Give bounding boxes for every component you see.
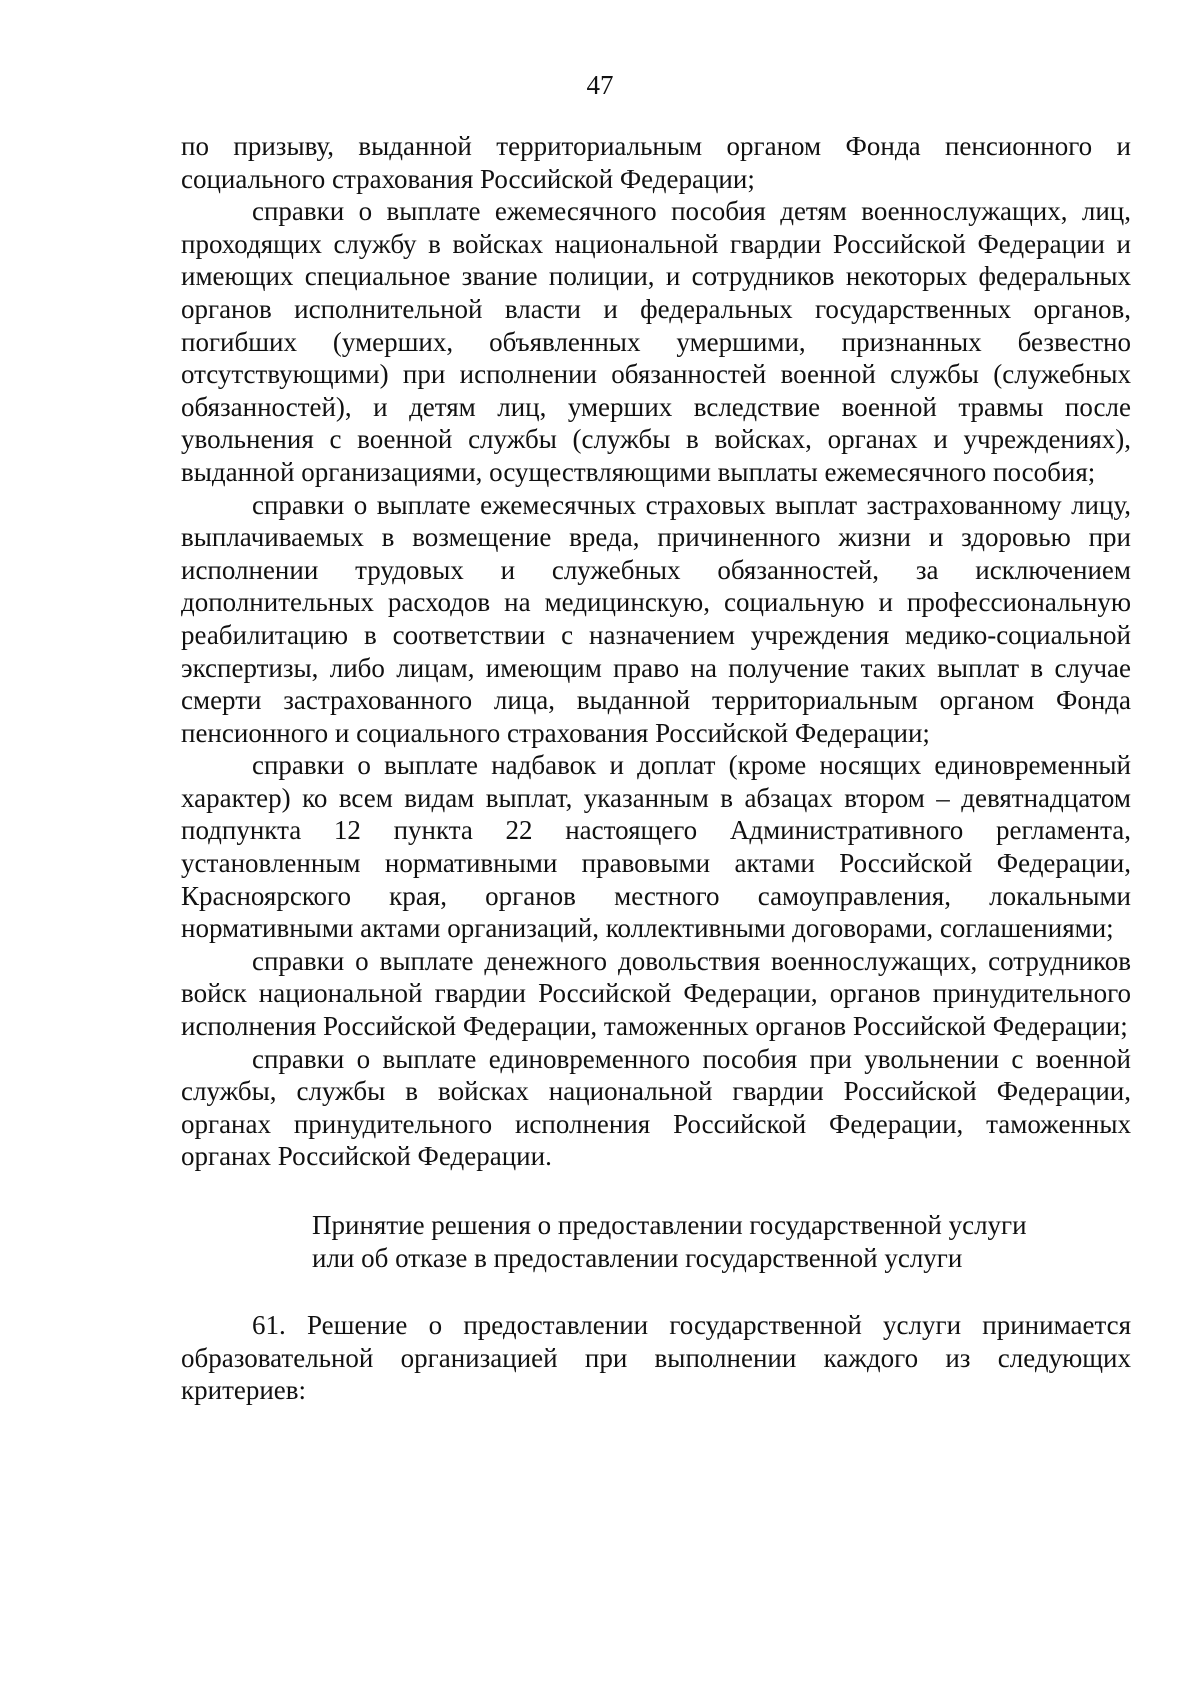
paragraph-certificate-insurance-payments: справки о выплате ежемесячных страховых выплат застрахованному лицу, выплачиваемых в возмещение вреда, причиненного жизни и здоровью при исполнении трудовых и служебных обязанностей, за исключением дополнительных расходов на медицинскую, социальную и профессиональную реабилитацию в соответствии с назначением учреждения медико-социальной экспертизы, либо лицам, имеющим право на получение таких выплат в случае смерти застрахованного лица, выданной территориальным органом Фонда пенсионного и социального страхования Российской Федерации; bbox=[181, 489, 1131, 748]
section-heading bbox=[181, 1209, 1131, 1275]
paragraph-certificate-monetary-allowance: справки о выплате денежного довольствия военнослужащих, сотрудников войск национальной гвардии Российской Федерации, органов принудительного исполнения Российской Федерации, таможенных органов Российской Федерации; bbox=[181, 945, 1131, 1042]
section-heading-line-1: Принятие решения о предоставлении государственной услуги bbox=[312, 1210, 1027, 1240]
document-body bbox=[181, 130, 1131, 1407]
paragraph-continuation: по призыву, выданной территориальным органом Фонда пенсионного и социального страхования Российской Федерации; bbox=[181, 131, 1131, 194]
paragraph-certificate-lump-sum: справки о выплате единовременного пособия при увольнении с военной службы, службы в войсках национальной гвардии Российской Федерации, органах принудительного исполнения Российской Федерации, таможенных органах Российской Федерации. bbox=[181, 1043, 1131, 1172]
paragraph-item-61: 61. Решение о предоставлении государственной услуги принимается образовательной организацией при выполнении каждого из следующих критериев: bbox=[181, 1310, 1131, 1406]
paragraph-certificate-bonuses: справки о выплате надбавок и доплат (кроме носящих единовременный характер) ко всем видам выплат, указанным в абзацах втором – девятнадцатом подпункта 12 пункта 22 настоящего Административного регламента, установленным нормативными правовыми актами Российской Федерации, Красноярского края, органов местного самоуправления, локальными нормативными актами организаций, коллективными договорами, соглашениями; bbox=[181, 750, 1131, 944]
paragraph-certificate-child-allowance: справки о выплате ежемесячного пособия детям военнослужащих, лиц, проходящих службу в войсках национальной гвардии Российской Федерации и имеющих специальное звание полиции, и сотрудников некоторых федеральных органов исполнительной власти и федеральных государственных органов, погибших (умерших, объявленных умершими, признанных безвестно отсутствующими) при исполнении обязанностей военной службы (служебных обязанностей), и детям лиц, умерших вследствие военной травмы после увольнения с военной службы (службы в войсках, органах и учреждениях), выданной организациями, осуществляющими выплаты ежемесячного пособия; bbox=[181, 196, 1131, 487]
section-heading-line-2: или об отказе в предоставлении государственной услуги bbox=[312, 1243, 963, 1273]
page-number: 47 bbox=[586, 70, 614, 100]
